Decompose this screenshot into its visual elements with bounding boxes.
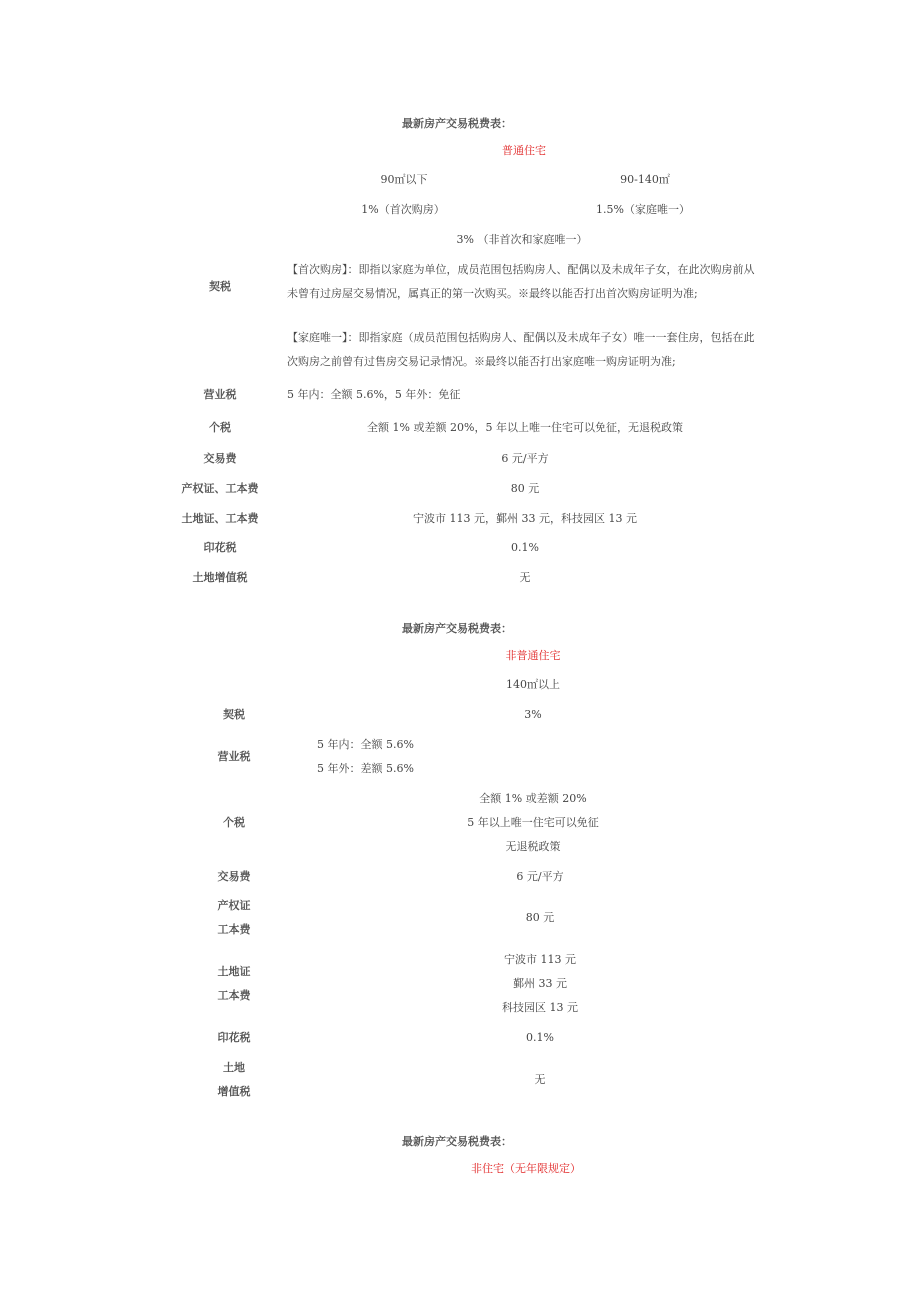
table2-land-cert-line1: 宁波市 113 元 xyxy=(504,953,576,966)
table2-stamp-tax-label: 印花税 xyxy=(217,1031,251,1044)
table3-title: 最新房产交易税费表： xyxy=(402,1135,512,1148)
table1-deed-tax-label: 契税 xyxy=(209,280,231,293)
table2-stamp-tax-value: 0.1% xyxy=(526,1031,554,1044)
table1-transaction-fee-value: 6 元/平方 xyxy=(501,452,549,465)
table1-business-tax-label: 营业税 xyxy=(203,388,237,401)
table2-income-tax-line2: 5 年以上唯一住宅可以免征 xyxy=(467,816,599,829)
table1-stamp-tax-label: 印花税 xyxy=(203,541,237,554)
table1-land-vat-value: 无 xyxy=(519,571,531,584)
table1-col-a-header: 90㎡以下 xyxy=(380,173,428,186)
table1-property-cert-value: 80 元 xyxy=(510,482,540,495)
table2-deed-tax-value: 3% xyxy=(524,708,542,721)
table1-income-tax-label: 个税 xyxy=(209,421,231,434)
table2-property-cert-label-1: 产权证 xyxy=(217,899,251,912)
table1-note-first-purchase: 【首次购房】：即指以家庭为单位，成员范围包括购房人、配偶以及未成年子女，在此次购房前从未曾有过房屋交易情况，属真正的第一次购买。※最终以能否打出首次购房证明为准; xyxy=(287,263,755,300)
table1-land-cert-label: 土地证、工本费 xyxy=(181,512,259,525)
table1-business-tax-value: 5 年内：全额 5.6%，5 年外：免征 xyxy=(287,388,461,401)
table2-category: 非普通住宅 xyxy=(505,649,561,662)
table2-deed-tax-label: 契税 xyxy=(223,708,245,721)
table2-business-tax-label: 营业税 xyxy=(217,750,251,763)
table2-area-header: 140㎡以上 xyxy=(506,678,560,691)
table2-land-cert-label-1: 土地证 xyxy=(217,965,251,978)
table2-income-tax-line3: 无退税政策 xyxy=(505,840,561,853)
table1-property-cert-label: 产权证、工本费 xyxy=(181,482,259,495)
table1-title: 最新房产交易税费表： xyxy=(402,117,512,130)
table2-transaction-fee-value: 6 元/平方 xyxy=(516,870,564,883)
table2-land-vat-label-1: 土地 xyxy=(223,1061,245,1074)
table2-transaction-fee-label: 交易费 xyxy=(217,870,251,883)
table2-income-tax-line1: 全额 1% 或差额 20% xyxy=(479,792,587,805)
table1-land-vat-label: 土地增值税 xyxy=(192,571,248,584)
table2-property-cert-label-2: 工本费 xyxy=(217,923,251,936)
table2-land-vat-value: 无 xyxy=(534,1073,546,1086)
table1-col-a-rate: 1%（首次购房） xyxy=(361,203,445,216)
table2-land-cert-line2: 鄞州 33 元 xyxy=(513,977,567,990)
table2-income-tax-label: 个税 xyxy=(223,816,245,829)
table1-stamp-tax-value: 0.1% xyxy=(511,541,539,554)
table1-note-only-home: 【家庭唯一】：即指家庭（成员范围包括购房人、配偶以及未成年子女）唯一一套住房，包括在此次购房之前曾有过售房交易记录情况。※最终以能否打出家庭唯一购房证明为准; xyxy=(287,331,755,368)
table2-business-tax-line2: 5 年外：差额 5.6% xyxy=(317,762,414,775)
table1-col-b-rate: 1.5%（家庭唯一） xyxy=(596,203,690,216)
table2-title: 最新房产交易税费表： xyxy=(402,622,512,635)
table2-land-cert-line3: 科技园区 13 元 xyxy=(502,1001,578,1014)
table1-col-b-header: 90-140㎡ xyxy=(620,173,670,186)
table2-land-cert-label-2: 工本费 xyxy=(217,989,251,1002)
table1-transaction-fee-label: 交易费 xyxy=(203,452,237,465)
table1-other-rate: 3% （非首次和家庭唯一） xyxy=(456,233,588,246)
table2-property-cert-value: 80 元 xyxy=(525,911,555,924)
table3-category: 非住宅（无年限规定） xyxy=(471,1162,581,1175)
table2-land-vat-label-2: 增值税 xyxy=(217,1085,251,1098)
table1-income-tax-value: 全额 1% 或差额 20%，5 年以上唯一住宅可以免征，无退税政策 xyxy=(367,421,683,434)
table1-land-cert-value: 宁波市 113 元，鄞州 33 元，科技园区 13 元 xyxy=(413,512,637,525)
table2-business-tax-line1: 5 年内：全额 5.6% xyxy=(317,738,414,751)
table1-category: 普通住宅 xyxy=(502,144,546,157)
